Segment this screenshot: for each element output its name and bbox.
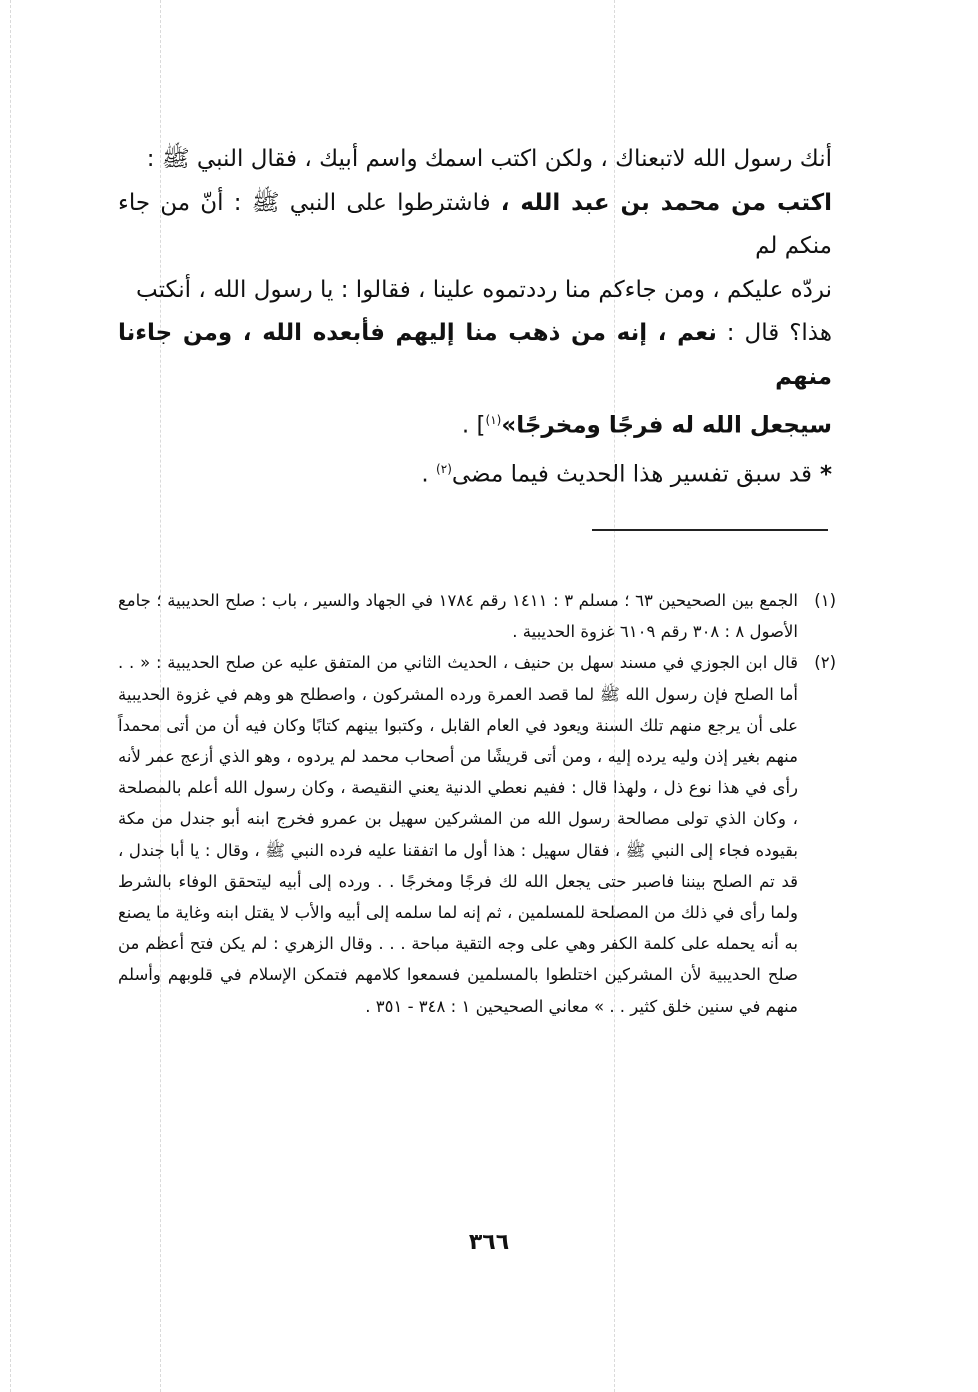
main-line-2-rest: فاشترطوا على النبي ﷺ : أنّ من جاء منكم لم bbox=[118, 189, 832, 259]
scan-artifact-line bbox=[10, 0, 11, 1392]
footnote-item bbox=[118, 647, 836, 1021]
footnote-text: الجمع بين الصحيحين ٦٣ ؛ مسلم ٣ : ١٤١١ رقم ١٧٨٤ في الجهاد والسير ، باب : صلح الحديبية ؛ جامع الأصول ٨ : ٣٠٨ رقم ٦١٠٩ غزوة الحديبية . bbox=[118, 591, 798, 642]
main-line-5-end: ] . bbox=[461, 412, 486, 439]
note-end: . bbox=[421, 461, 437, 488]
footnote-number: (١) bbox=[814, 591, 836, 610]
footnote-text: قال ابن الجوزي في مسند سهل بن حنيف ، الحديث الثاني من المتفق عليه عن صلح الحديبية : « . . أما الصلح فإن رسول الله ﷺ لما قصد العمرة ورده المشركون ، واصطلح هو وهم في غزوة الحديبية على أن يرجع منهم تلك السنة ويعود في العام القابل ، وكتبوا بينهم كتابًا وكان فيه أن من أتى محمداً منهم بغير إذن وليه يرده إليه ، ومن أتى قريشًا من أصحاب محمد لم يردوه ، وهو الذي أزعج عمر لأنه رأى في هذا نوع ذل ، ولهذا قال : ففيم نعطي الدنية يعني النقيصة ، وكان رسول الله أعلم بالمصلحة ، وكان الذي تولى مصالحة رسول الله من المشركين سهيل بن عمرو فخرج ابنه أبو جندل من مكة بقيوده فجاء إلى النبي ﷺ ، فقال سهيل : هذا أول ما اتفقنا عليه فرده النبي ﷺ ، وقال : يا أبا جندل ، قد تم الصلح بيننا فاصبر حتى يجعل الله لك فرجًا ومخرجًا . . ورده إلى أبيه ليتحقق الوفاء بالشرط ولما رأى في ذلك من المصلحة للمسلمين ، ثم إنه لما سلمه إلى أبيه والأب لا يقتل ابنه وغاية ما يصنع به أنه يحمله على كلمة الكفر وهي على وجه التقية مباحة . . . وقال الزهري : لم يكن فتح أعظم من صلح الحديبية لأن المشركين اختلطوا بالمسلمين فسمعوا كلامهم فتمكن الإسلام في قلوبهم وأسلم منهم في سنين خلق كثير . . » معاني الصحيحين ١ : ٣٤٨ - ٣٥١ . bbox=[118, 653, 798, 1016]
main-line bbox=[118, 138, 832, 182]
main-line-5-bold: سيجعل الله له فرجًا ومخرجًا» bbox=[501, 412, 832, 439]
page-number: ٣٦٦ bbox=[468, 1230, 510, 1255]
main-line bbox=[118, 182, 832, 269]
footnote-separator bbox=[592, 529, 828, 531]
note-line bbox=[118, 448, 832, 497]
main-line bbox=[118, 269, 832, 313]
main-line-4-start: هذا؟ قال : bbox=[716, 320, 832, 346]
footnotes-section bbox=[118, 585, 836, 1022]
main-line-3: نردّه عليكم ، ومن جاءكم منا رددتموه علينا ، فقالوا : يا رسول الله ، أنكتب bbox=[136, 276, 832, 303]
main-line bbox=[118, 312, 832, 399]
main-line-2-bold: اكتب من محمد بن عبد الله ، bbox=[500, 189, 832, 216]
footnote-item bbox=[118, 585, 836, 647]
main-line-1: أنك رسول الله لاتبعناك ، ولكن اكتب اسمك واسم أبيك ، فقال النبي ﷺ : bbox=[146, 146, 832, 172]
footnote-ref[interactable]: (٢) bbox=[436, 462, 452, 477]
footnote-number: (٢) bbox=[814, 653, 836, 673]
note-text: قد سبق تفسير هذا الحديث فيما مضى bbox=[451, 461, 812, 488]
main-text-block bbox=[118, 138, 832, 497]
footnote-ref[interactable]: (١) bbox=[485, 413, 502, 427]
main-line bbox=[118, 399, 832, 448]
star-bullet-icon: * bbox=[819, 461, 832, 488]
main-line-4-bold: نعم ، إنه من ذهب منا إليهم فأبعده الله ، ومن جاءنا منهم bbox=[118, 320, 832, 390]
